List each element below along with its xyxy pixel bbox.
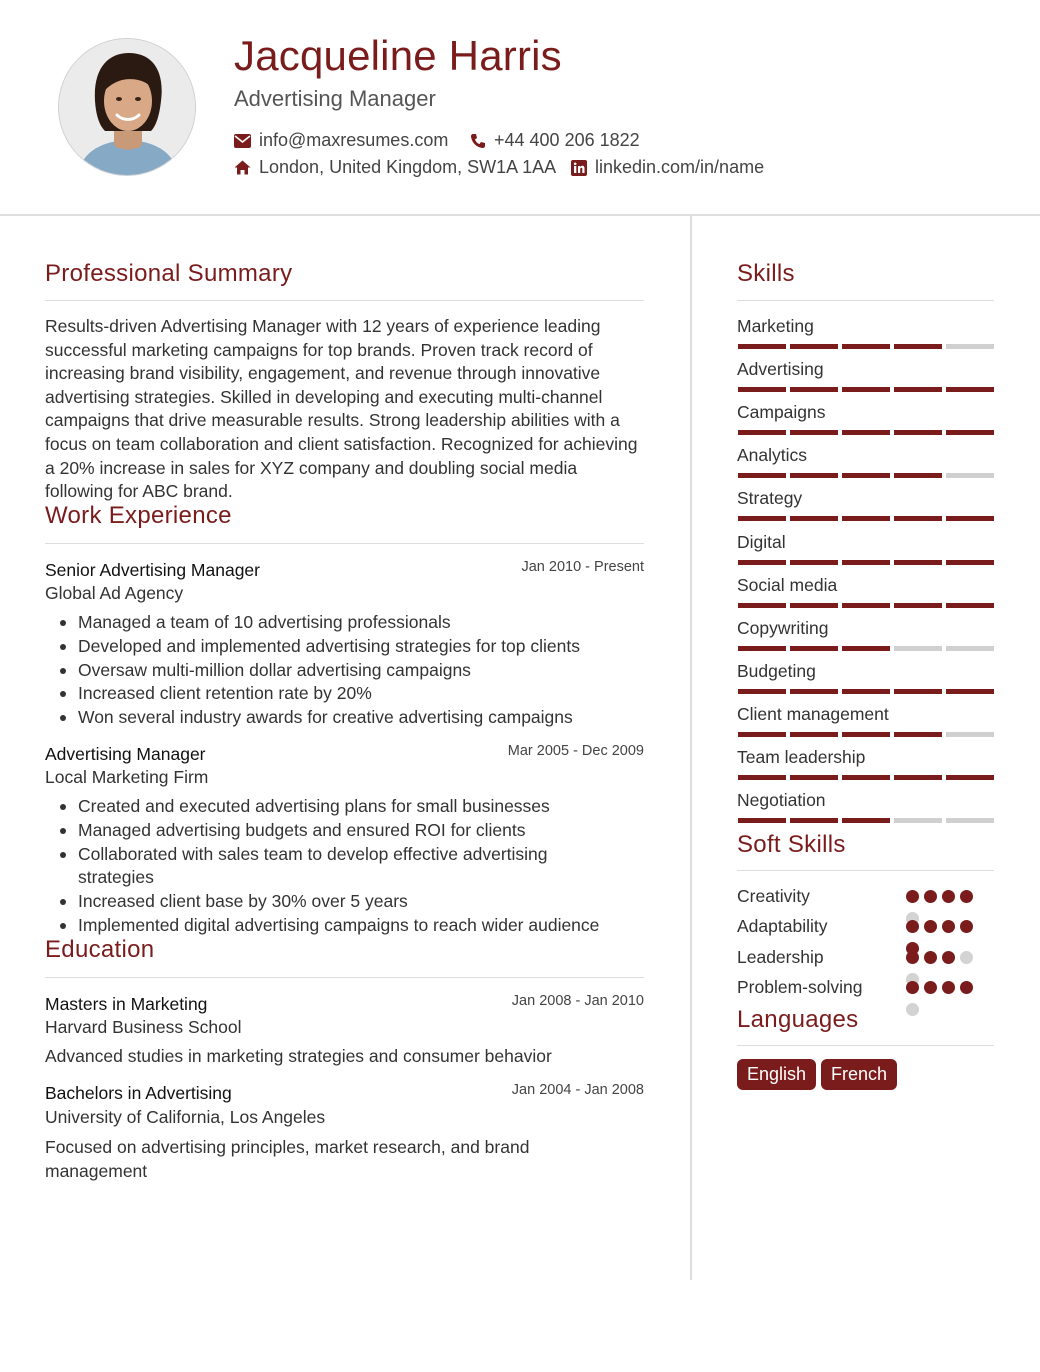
skills-heading: Skills xyxy=(737,260,795,287)
avatar-portrait-icon xyxy=(59,39,196,176)
skill-level-segment xyxy=(894,560,942,565)
skill-level-segment xyxy=(894,344,942,349)
rating-dot xyxy=(924,981,937,994)
skill-level-segment xyxy=(790,818,838,823)
resume-header xyxy=(0,0,1040,216)
skill-level-bar xyxy=(738,646,998,651)
rating-dot xyxy=(906,890,919,903)
skill-level-segment xyxy=(790,344,838,349)
skill-name: Budgeting xyxy=(737,660,816,681)
skill-name: Advertising xyxy=(737,359,824,380)
candidate-name: Jacqueline Harris xyxy=(234,32,562,79)
rating-dot xyxy=(924,951,937,964)
skill-level-segment xyxy=(842,387,890,392)
skill-level-segment xyxy=(738,344,786,349)
skill-level-segment xyxy=(738,775,786,780)
experience-divider xyxy=(45,543,644,544)
degree-title: Masters in Marketing xyxy=(45,994,208,1014)
candidate-title: Advertising Manager xyxy=(234,86,436,111)
skill-level-segment xyxy=(894,775,942,780)
rating-dot xyxy=(924,920,937,933)
bullet-item: Increased client retention rate by 20% xyxy=(46,682,646,706)
skill-level-segment xyxy=(894,473,942,478)
address-text: London, United Kingdom, SW1A 1AA xyxy=(259,157,557,177)
skill-level-segment xyxy=(738,732,786,737)
rating-dot xyxy=(906,981,919,994)
skill-name: Social media xyxy=(737,574,838,595)
contact-email[interactable] xyxy=(234,130,448,151)
skill-level-segment xyxy=(894,430,942,435)
skill-level-bar xyxy=(738,516,998,521)
language-tag-french: French xyxy=(821,1059,897,1090)
job-bullets xyxy=(46,795,606,938)
skill-level-bar xyxy=(738,775,998,780)
languages-divider xyxy=(737,1045,994,1046)
bullet-item: Oversaw multi-million dollar advertising campaigns xyxy=(46,659,646,683)
skill-level-segment xyxy=(738,430,786,435)
skill-level-segment xyxy=(790,516,838,521)
skill-level-segment xyxy=(790,473,838,478)
skill-level-segment xyxy=(842,818,890,823)
rating-dot xyxy=(906,1003,919,1016)
bullet-item: Won several industry awards for creative advertising campaigns xyxy=(46,706,646,730)
soft-skills-divider xyxy=(737,870,994,871)
phone-icon xyxy=(470,133,486,149)
job-bullets xyxy=(46,611,646,730)
skill-level-segment xyxy=(842,603,890,608)
skill-name: Strategy xyxy=(737,488,803,509)
skill-level-segment xyxy=(946,818,994,823)
skill-level-segment xyxy=(738,818,786,823)
skill-name: Digital xyxy=(737,531,786,552)
contact-phone[interactable] xyxy=(470,130,640,151)
skill-level-segment xyxy=(946,603,994,608)
phone-text: +44 400 206 1822 xyxy=(494,130,640,150)
skill-level-segment xyxy=(894,732,942,737)
skills-divider xyxy=(737,300,994,301)
skill-name: Team leadership xyxy=(737,747,866,767)
rating-dot xyxy=(906,920,919,933)
bullet-item: Managed advertising budgets and ensured ROI for clients xyxy=(46,819,606,843)
skill-level-segment xyxy=(790,387,838,392)
education-description: Focused on advertising principles, market research, and brand management xyxy=(45,1137,530,1181)
rating-dot xyxy=(960,920,973,933)
skill-level-segment xyxy=(946,732,994,737)
job-title: Senior Advertising Manager xyxy=(45,560,260,580)
soft-skills-heading: Soft Skills xyxy=(737,831,846,858)
summary-text: Results-driven Advertising Manager with 12 years of experience leading successful marketing campaigns for top brands. Proven track record of increasing brand visibility, engagement, and revenue through innovative advertising strategies. Skilled in developing and executing multi-channel campaigns that drive measurable results. Strong leadership abilities with a focus on team collaboration and client satisfaction. Recognized for achieving a 20% increase in sales for XYZ company and doubling social media following for ABC brand. xyxy=(45,316,638,502)
skill-level-segment xyxy=(842,732,890,737)
school-name: Harvard Business School xyxy=(45,1017,242,1037)
rating-dot xyxy=(942,890,955,903)
job-title: Advertising Manager xyxy=(45,744,206,764)
skill-level-bar xyxy=(738,818,998,823)
skill-level-bar xyxy=(738,387,998,392)
linkedin-icon xyxy=(571,160,587,176)
home-icon xyxy=(234,160,251,175)
skill-level-segment xyxy=(842,646,890,651)
job-company: Global Ad Agency xyxy=(45,583,184,603)
skill-level-bar xyxy=(738,732,998,737)
degree-title: Bachelors in Advertising xyxy=(45,1083,232,1103)
rating-dot xyxy=(960,951,973,964)
skill-level-segment xyxy=(738,689,786,694)
skill-level-bar xyxy=(738,689,998,694)
skill-name: Copywriting xyxy=(737,617,829,638)
bullet-item: Created and executed advertising plans for small businesses xyxy=(46,795,606,819)
skill-level-segment xyxy=(842,775,890,780)
skill-level-segment xyxy=(946,646,994,651)
skill-level-segment xyxy=(842,430,890,435)
contact-linkedin[interactable] xyxy=(571,157,764,178)
rating-dot xyxy=(942,951,955,964)
skill-level-segment xyxy=(894,818,942,823)
rating-dot xyxy=(960,981,973,994)
skill-level-segment xyxy=(790,603,838,608)
skill-level-segment xyxy=(946,775,994,780)
skill-level-segment xyxy=(946,560,994,565)
skill-level-segment xyxy=(738,516,786,521)
skill-name: Analytics xyxy=(737,445,808,466)
soft-skill-name: Adaptability xyxy=(737,916,828,937)
skill-name: Client management xyxy=(737,703,889,724)
languages-heading: Languages xyxy=(737,1006,859,1033)
skill-name: Campaigns xyxy=(737,402,826,423)
rating-dot xyxy=(906,951,919,964)
skill-level-segment xyxy=(738,603,786,608)
bullet-item: Managed a team of 10 advertising professionals xyxy=(46,611,646,635)
education-date: Jan 2008 - Jan 2010 xyxy=(511,993,644,1009)
envelope-icon xyxy=(234,134,251,148)
skill-level-segment xyxy=(790,732,838,737)
skill-level-segment xyxy=(738,560,786,565)
job-date: Mar 2005 - Dec 2009 xyxy=(507,743,644,759)
skill-level-segment xyxy=(842,560,890,565)
skill-level-segment xyxy=(842,689,890,694)
skill-level-bar xyxy=(738,603,998,608)
skill-level-segment xyxy=(894,689,942,694)
skill-level-segment xyxy=(790,775,838,780)
soft-skill-name: Problem-solving xyxy=(737,976,863,997)
skill-level-segment xyxy=(946,387,994,392)
contact-address xyxy=(234,157,556,178)
bullet-item: Developed and implemented advertising strategies for top clients xyxy=(46,635,646,659)
education-heading: Education xyxy=(45,936,155,963)
skill-level-segment xyxy=(946,344,994,349)
rating-dot xyxy=(924,890,937,903)
email-text: info@maxresumes.com xyxy=(259,130,449,150)
education-date: Jan 2004 - Jan 2008 xyxy=(511,1082,644,1098)
rating-dot xyxy=(960,890,973,903)
soft-skill-name: Leadership xyxy=(737,946,824,967)
bullet-item: Increased client base by 30% over 5 years xyxy=(46,890,606,914)
linkedin-text: linkedin.com/in/name xyxy=(595,157,765,177)
skill-level-bar xyxy=(738,560,998,565)
experience-heading: Work Experience xyxy=(45,502,232,529)
summary-heading: Professional Summary xyxy=(45,260,293,287)
skill-level-bar xyxy=(738,430,998,435)
skill-level-segment xyxy=(790,646,838,651)
skill-level-segment xyxy=(946,689,994,694)
bullet-item: Collaborated with sales team to develop effective advertising strategies xyxy=(46,843,606,891)
column-divider xyxy=(690,216,692,1280)
rating-dot xyxy=(942,981,955,994)
skill-level-segment xyxy=(946,473,994,478)
skill-level-segment xyxy=(842,516,890,521)
skill-level-segment xyxy=(738,387,786,392)
skill-level-segment xyxy=(790,430,838,435)
education-description: Advanced studies in marketing strategies and consumer behavior xyxy=(45,1046,552,1066)
skill-level-segment xyxy=(738,646,786,651)
language-tag-english: English xyxy=(737,1059,816,1090)
skill-level-bar xyxy=(738,473,998,478)
skill-level-segment xyxy=(790,560,838,565)
job-date: Jan 2010 - Present xyxy=(521,559,644,575)
skill-level-segment xyxy=(946,516,994,521)
skill-name: Negotiation xyxy=(737,790,826,811)
rating-dot xyxy=(942,920,955,933)
skill-level-segment xyxy=(842,344,890,349)
skill-level-segment xyxy=(894,603,942,608)
skill-level-segment xyxy=(790,689,838,694)
skill-level-segment xyxy=(894,516,942,521)
skill-level-bar xyxy=(738,344,998,349)
skill-level-segment xyxy=(894,646,942,651)
soft-skill-rating xyxy=(906,981,986,1025)
skill-level-segment xyxy=(946,430,994,435)
skill-name: Marketing xyxy=(737,316,814,336)
school-name: University of California, Los Angeles xyxy=(45,1107,326,1127)
profile-photo xyxy=(58,38,196,176)
education-divider xyxy=(45,977,644,978)
bullet-item: Implemented digital advertising campaigns to reach wider audience xyxy=(46,914,606,938)
summary-divider xyxy=(45,300,644,301)
job-company: Local Marketing Firm xyxy=(45,767,209,787)
skill-level-segment xyxy=(894,387,942,392)
skill-level-segment xyxy=(738,473,786,478)
soft-skill-name: Creativity xyxy=(737,886,810,906)
skill-level-segment xyxy=(842,473,890,478)
